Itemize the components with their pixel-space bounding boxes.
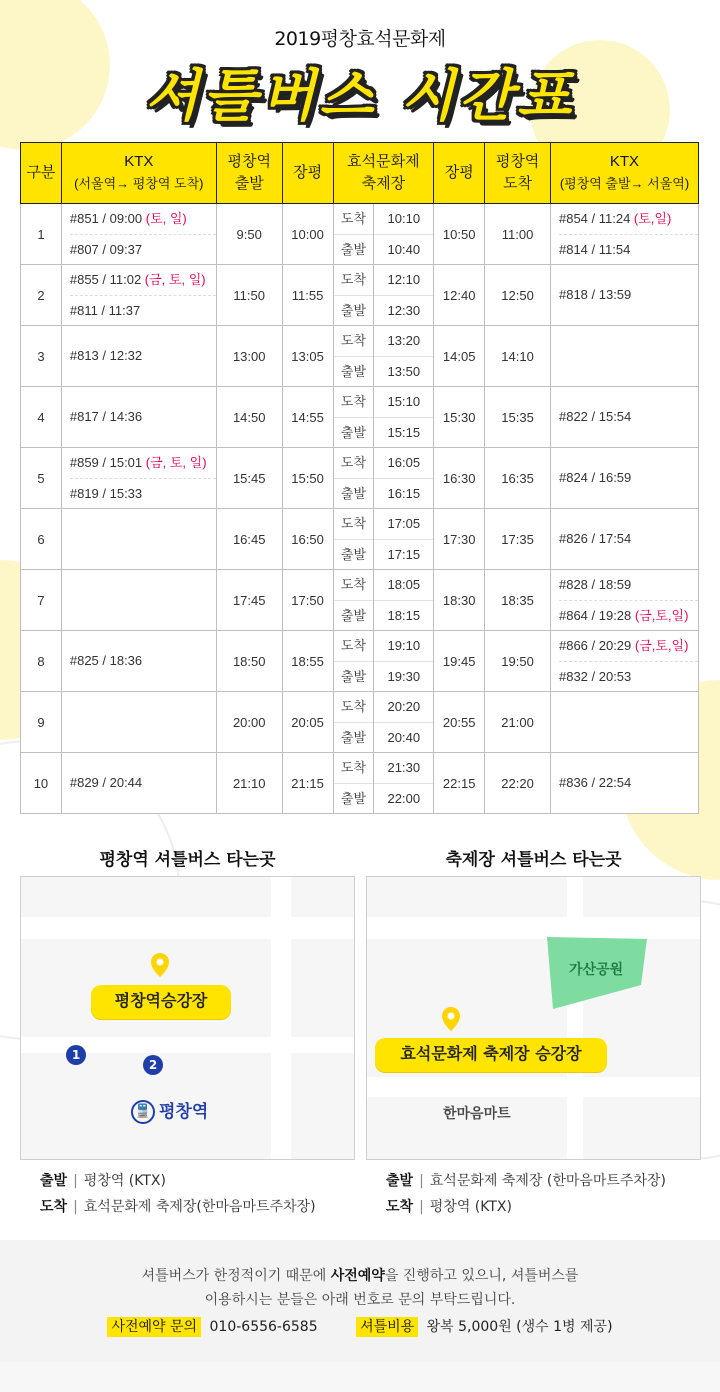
ktx-train: #813 / 12:32 [69, 348, 143, 363]
pc-depart-time: 15:45 [216, 448, 282, 509]
ktx-train: #826 / 17:54 [558, 531, 632, 546]
jangpyeong-time-2: 19:45 [434, 631, 485, 692]
col-header-ktx-out: KTX (평창역 출발→ 서울역) [550, 143, 698, 204]
ktx-train: #817 / 14:36 [69, 409, 143, 424]
contact-label: 사전예약 문의 [107, 1317, 201, 1337]
jangpyeong-time-2: 12:40 [434, 265, 485, 326]
jangpyeong-time-1: 18:55 [282, 631, 333, 692]
row-number: 8 [21, 631, 62, 692]
page-title: 셔틀버스 시간표 [144, 64, 576, 129]
ktx-arrivals [61, 387, 216, 448]
ktx-train: #832 / 20:53 [559, 661, 698, 691]
fee-value: 왕복 5,000원 (생수 1병 제공) [426, 1319, 613, 1335]
marker-2: 2 [143, 1055, 163, 1075]
pc-arrive-time: 15:35 [485, 387, 551, 448]
festival-times: 10:10 10:40 [374, 204, 434, 265]
festival-labels: 도착 출발 [333, 631, 374, 692]
jangpyeong-time-1: 21:15 [282, 753, 333, 814]
ktx-departures [550, 387, 698, 448]
stop-label-pyeongchang: 평창역승강장 [91, 985, 231, 1019]
jangpyeong-time-2: 17:30 [434, 509, 485, 570]
table-row [21, 448, 699, 509]
ktx-train: #819 / 15:33 [70, 478, 216, 508]
jangpyeong-time-2: 15:30 [434, 387, 485, 448]
table-row [21, 753, 699, 814]
ktx-arrivals [61, 753, 216, 814]
festival-times: 21:30 22:00 [374, 753, 434, 814]
row-number: 7 [21, 570, 62, 631]
col-header-ktx-in: KTX (서울역→ 평창역 도착) [61, 143, 216, 204]
shuttle-timetable [20, 142, 699, 814]
ktx-train: #824 / 16:59 [558, 470, 632, 485]
row-number: 9 [21, 692, 62, 753]
contact-line [0, 1316, 720, 1336]
table-row [21, 265, 699, 326]
festival-labels: 도착 출발 [333, 265, 374, 326]
table-row [21, 570, 699, 631]
table-row [21, 204, 699, 265]
notice-section [0, 1240, 720, 1362]
location-pin-icon [442, 1007, 460, 1031]
pc-arrive-time: 19:50 [485, 631, 551, 692]
ktx-departures [550, 204, 698, 265]
road [367, 917, 701, 939]
service-days: (금, 토, 일) [145, 455, 207, 470]
jangpyeong-time-1: 13:05 [282, 326, 333, 387]
ktx-train: #818 / 13:59 [558, 287, 632, 302]
ktx-train: #851 / 09:00 (토, 일) [69, 211, 187, 226]
jangpyeong-time-2: 14:05 [434, 326, 485, 387]
pc-arrive-time: 16:35 [485, 448, 551, 509]
festival-labels: 도착 출발 [333, 692, 374, 753]
col-header-pc-arrive: 평창역 도착 [485, 143, 551, 204]
festival-times: 15:10 15:15 [374, 387, 434, 448]
ktx-train: #864 / 19:28 (금,토,일) [559, 600, 698, 630]
pc-arrive-time: 12:50 [485, 265, 551, 326]
table-row [21, 326, 699, 387]
ktx-arrivals [61, 326, 216, 387]
row-number: 6 [21, 509, 62, 570]
jangpyeong-time-1: 10:00 [282, 204, 333, 265]
pc-arrive-time: 14:10 [485, 326, 551, 387]
pc-depart-time: 18:50 [216, 631, 282, 692]
pc-depart-time: 16:45 [216, 509, 282, 570]
service-days: (금,토,일) [634, 608, 689, 623]
table-row [21, 509, 699, 570]
row-number: 5 [21, 448, 62, 509]
festival-labels: 도착 출발 [333, 570, 374, 631]
map-title-pyeongchang: 평창역 셔틀버스 타는곳 [99, 850, 276, 870]
jangpyeong-time-1: 15:50 [282, 448, 333, 509]
table-row [21, 631, 699, 692]
pc-depart-time: 17:45 [216, 570, 282, 631]
pc-depart-time: 20:00 [216, 692, 282, 753]
row-number: 10 [21, 753, 62, 814]
col-header-pc-depart: 평창역 출발 [216, 143, 282, 204]
pc-depart-time: 9:50 [216, 204, 282, 265]
festival-labels: 도착 출발 [333, 326, 374, 387]
ktx-arrivals [61, 204, 216, 265]
row-number: 4 [21, 387, 62, 448]
pc-depart-time: 11:50 [216, 265, 282, 326]
ktx-train: #829 / 20:44 [69, 775, 143, 790]
ktx-train: #825 / 18:36 [69, 653, 143, 668]
festival-labels: 도착 출발 [333, 448, 374, 509]
festival-times: 13:20 13:50 [374, 326, 434, 387]
station-pyeongchang: 🚆 평창역 [131, 1097, 208, 1124]
train-icon: 🚆 [131, 1100, 155, 1124]
contact-phone: 010-6556-6585 [209, 1319, 318, 1335]
ktx-arrivals [61, 570, 216, 631]
ktx-departures [550, 509, 698, 570]
service-days: (토, 일) [145, 211, 187, 226]
pc-depart-time: 13:00 [216, 326, 282, 387]
ktx-departures [550, 692, 698, 753]
jangpyeong-time-1: 11:55 [282, 265, 333, 326]
pc-depart-time: 14:50 [216, 387, 282, 448]
ktx-arrivals [61, 265, 216, 326]
ktx-departures [550, 631, 698, 692]
jangpyeong-time-2: 22:15 [434, 753, 485, 814]
festival-times: 20:20 20:40 [374, 692, 434, 753]
col-header-jangpyeong-1: 장평 [282, 143, 333, 204]
ktx-departures [550, 326, 698, 387]
festival-labels: 도착 출발 [333, 509, 374, 570]
pc-arrive-time: 22:20 [485, 753, 551, 814]
map-festival [366, 876, 701, 1160]
jangpyeong-time-1: 17:50 [282, 570, 333, 631]
pc-arrive-time: 17:35 [485, 509, 551, 570]
ktx-departures [550, 753, 698, 814]
notice-text: 셔틀버스가 한정적이기 때문에 사전예약을 진행하고 있으니, 셔틀버스를 이용하시는 분들은 아래 번호로 문의 부탁드립니다. [141, 1268, 579, 1308]
road [567, 877, 583, 1160]
festival-times: 18:05 18:15 [374, 570, 434, 631]
ktx-arrivals [61, 448, 216, 509]
location-pin-icon [151, 953, 169, 977]
jangpyeong-time-2: 18:30 [434, 570, 485, 631]
road [271, 877, 291, 1160]
row-number: 1 [21, 204, 62, 265]
ktx-train: #855 / 11:02 (금, 토, 일) [69, 272, 206, 287]
map-title-festival: 축제장 셔틀버스 타는곳 [445, 850, 622, 870]
ktx-departures [550, 265, 698, 326]
jangpyeong-time-1: 16:50 [282, 509, 333, 570]
col-header-jangpyeong-2: 장평 [434, 143, 485, 204]
fee-label: 셔틀비용 [356, 1317, 418, 1337]
road [367, 1077, 701, 1097]
festival-times: 12:10 12:30 [374, 265, 434, 326]
ktx-departures [550, 570, 698, 631]
ktx-train: #814 / 11:54 [559, 234, 698, 264]
marker-1: 1 [66, 1045, 86, 1065]
service-days: (토,일) [633, 211, 672, 226]
road [21, 917, 355, 939]
service-days: (금,토,일) [634, 638, 689, 653]
festival-labels: 도착 출발 [333, 204, 374, 265]
ktx-train: #866 / 20:29 (금,토,일) [558, 638, 689, 653]
mart-label: 한마음마트 [443, 1106, 511, 1122]
ktx-arrivals [61, 631, 216, 692]
col-header-no: 구분 [21, 143, 62, 204]
festival-times: 19:10 19:30 [374, 631, 434, 692]
pc-depart-time: 21:10 [216, 753, 282, 814]
stop-label-festival: 효석문화제 축제장 승강장 [375, 1038, 607, 1072]
festival-labels: 도착 출발 [333, 387, 374, 448]
pc-arrive-time: 21:00 [485, 692, 551, 753]
jangpyeong-time-2: 10:50 [434, 204, 485, 265]
row-number: 3 [21, 326, 62, 387]
pc-arrive-time: 11:00 [485, 204, 551, 265]
jangpyeong-time-1: 14:55 [282, 387, 333, 448]
ktx-arrivals [61, 509, 216, 570]
pc-arrive-time: 18:35 [485, 570, 551, 631]
table-header-row [21, 143, 699, 204]
ktx-departures [550, 448, 698, 509]
park-label: 가산공원 [569, 962, 624, 978]
ktx-train: #822 / 15:54 [558, 409, 632, 424]
ktx-train: #807 / 09:37 [70, 234, 216, 264]
service-days: (금, 토, 일) [144, 272, 206, 287]
route-info-right: 출발 | 효석문화제 축제장 (한마음마트주차장) 도착 | 평창역 (KTX) [386, 1173, 666, 1215]
jangpyeong-time-2: 16:30 [434, 448, 485, 509]
ktx-train: #828 / 18:59 [558, 577, 632, 592]
ktx-train: #836 / 22:54 [558, 775, 632, 790]
route-info-left: 출발 | 평창역 (KTX) 도착 | 효석문화제 축제장(한마음마트주차장) [40, 1173, 316, 1215]
festival-times: 17:05 17:15 [374, 509, 434, 570]
table-row [21, 387, 699, 448]
row-number: 2 [21, 265, 62, 326]
table-row [21, 692, 699, 753]
event-subtitle: 2019평창효석문화제 [274, 28, 446, 50]
ktx-train: #859 / 15:01 (금, 토, 일) [69, 455, 207, 470]
jangpyeong-time-2: 20:55 [434, 692, 485, 753]
ktx-train: #854 / 11:24 (토,일) [558, 211, 672, 226]
map-pyeongchang-station [20, 876, 355, 1160]
ktx-train: #811 / 11:37 [70, 295, 216, 325]
festival-labels: 도착 출발 [333, 753, 374, 814]
jangpyeong-time-1: 20:05 [282, 692, 333, 753]
ktx-arrivals [61, 692, 216, 753]
festival-times: 16:05 16:15 [374, 448, 434, 509]
col-header-festival: 효석문화제 축제장 [333, 143, 434, 204]
